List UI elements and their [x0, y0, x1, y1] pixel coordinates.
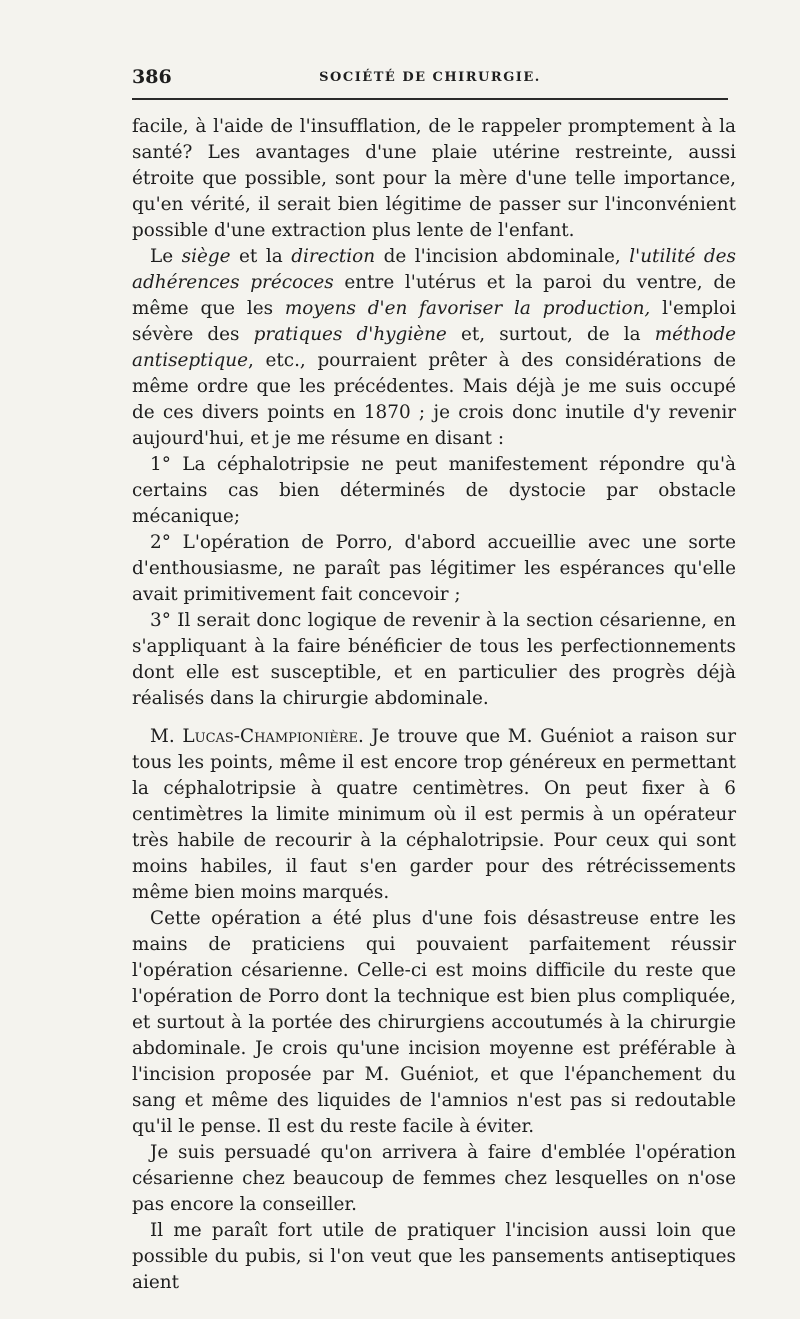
text-run: Le: [150, 246, 182, 267]
paragraph-9: Il me paraît fort utile de pratiquer l'incision aussi loin que possible du pubis, si l'on veut que les pansements antiseptiques aient: [132, 1220, 736, 1293]
running-title: SOCIÉTÉ DE CHIRURGIE.: [319, 70, 541, 85]
paragraph-speaker: [132, 724, 736, 906]
speaker-name: M. Lucas-Championière.: [150, 726, 364, 747]
text-run: , etc., pourraient prêter à des considérations de même ordre que les précédentes. Mais déjà je me suis occupé de ces divers points en 1870 ; je crois donc inutile d'y revenir aujourd'hui, et je me résume en disant :: [132, 350, 736, 449]
text-run: l'emploi sévère des: [132, 298, 736, 345]
text-run: et, surtout, de la: [446, 324, 655, 345]
italic-run: l'utilité des adhérences précoces: [132, 246, 736, 293]
list-item-2: 2° L'opération de Porro, d'abord accueillie avec une sorte d'enthousiasme, ne paraît pas légitimer les espérances qu'elle avait primitivement fait concevoir ;: [132, 532, 736, 605]
paragraph-7: Cette opération a été plus d'une fois désastreuse entre les mains de praticiens qui pouvaient parfaitement réussir l'opération césarienne. Celle-ci est moins difficile du reste que l'opération de Porro dont la technique est bien plus compliquée, et surtout à la portée des chirurgiens accoutumés à la chirurgie abdominale. Je crois qu'une incision moyenne est préférable à l'incision proposée par M. Guéniot, et que l'épanchement du sang et même des liquides de l'amnios n'est pas si redoutable qu'il le pense. Il est du reste facile à éviter.: [132, 908, 736, 1137]
text-run: Je trouve que M. Guéniot a raison sur tous les points, même il est encore trop généreux en permettant la céphalotripsie à quatre centimètres. On peut fixer à 6 centimètres la limite minimum où il est permis à un opérateur très habile de recourir à la céphalotripsie. Pour ceux qui sont moins habiles, il faut s'en garder pour des rétrécissements même bien moins marqués.: [132, 726, 736, 903]
text-run: entre l'utérus et la paroi du ventre, de même que les: [132, 272, 736, 319]
text-run: de l'incision abdominale,: [375, 246, 630, 267]
italic-run: direction: [291, 246, 376, 267]
paragraph-2: [132, 244, 736, 452]
header-rule: [132, 98, 728, 100]
paragraph-8: Je suis persuadé qu'on arrivera à faire d'emblée l'opération césarienne chez beaucoup de femmes chez lesquelles on n'ose pas encore la conseiller.: [132, 1142, 736, 1215]
page-header: [132, 62, 728, 92]
italic-run: pratiques d'hygiène: [253, 324, 447, 345]
page-number: 386: [132, 66, 172, 88]
italic-run: méthode antiseptique: [132, 324, 736, 371]
paragraph-1: facile, à l'aide de l'insufflation, de le rappeler promptement à la santé? Les avantages d'une plaie utérine restreinte, aussi étroite que possible, sont pour la mère d'une telle importance, qu'en vérité, il serait bien légitime de passer sur l'inconvénient possible d'une extraction plus lente de l'enfant.: [132, 116, 736, 241]
list-item-3: 3° Il serait donc logique de revenir à la section césarienne, en s'appliquant à la faire bénéficier de tous les perfectionnements dont elle est susceptible, et en particulier des progrès déjà réalisés dans la chirurgie abdominale.: [132, 610, 736, 709]
list-item-1: 1° La céphalotripsie ne peut manifestement répondre qu'à certains cas bien déterminés de dystocie par obstacle mécanique;: [132, 454, 736, 527]
italic-run: siège: [181, 246, 231, 267]
body-text: [132, 114, 736, 1296]
italic-run: moyens d'en favoriser la production,: [284, 298, 651, 319]
text-run: et la: [230, 246, 292, 267]
